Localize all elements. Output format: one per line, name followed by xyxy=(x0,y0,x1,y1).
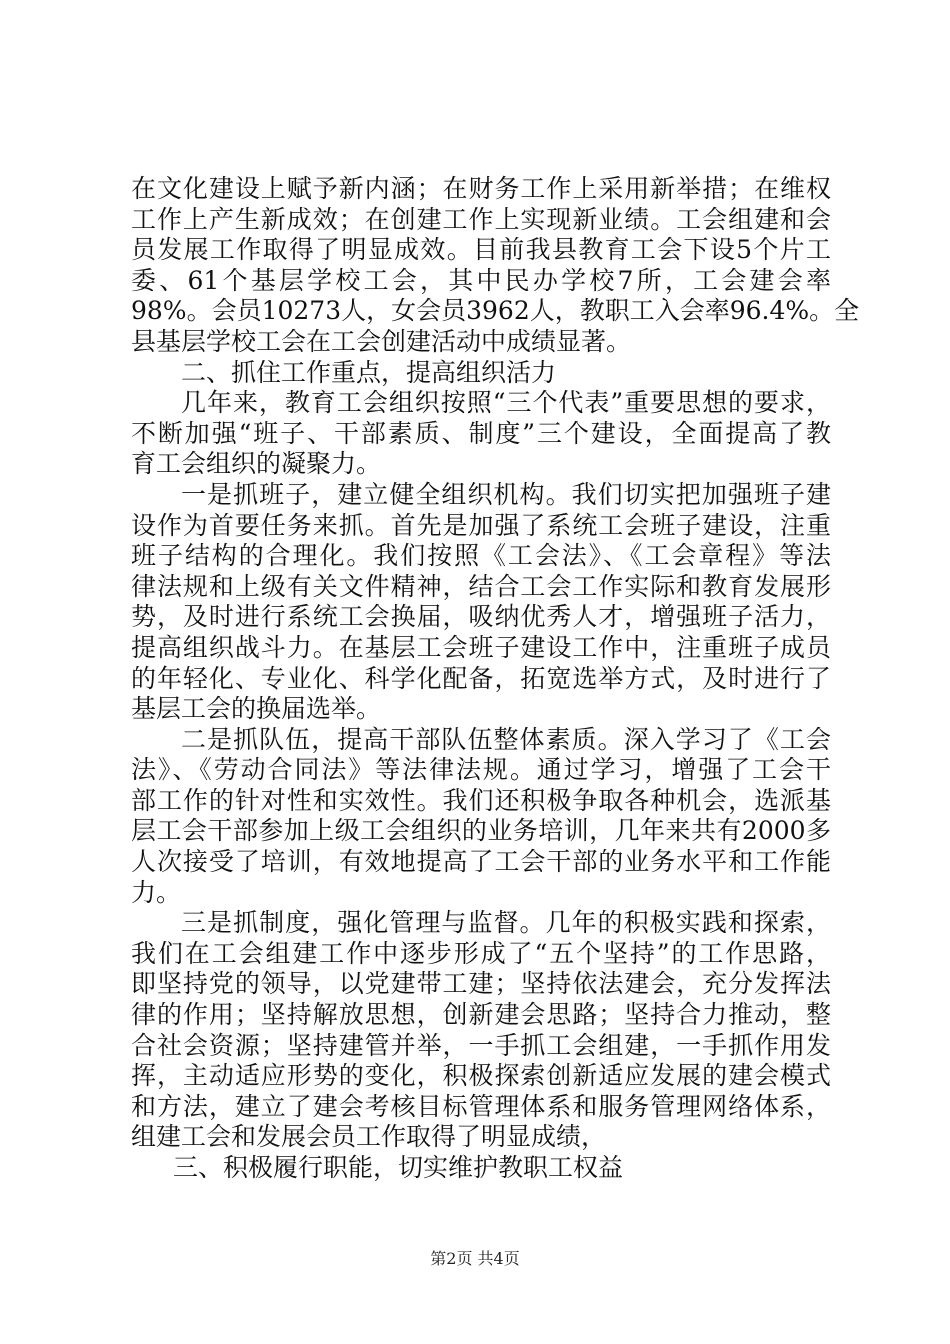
text-line: 势，及时进行系统工会换届，吸纳优秀人才，增强班子活力， xyxy=(131,602,831,632)
text-line: 县基层学校工会在工会创建活动中成绩显著。 xyxy=(131,326,632,356)
text-line: 合社会资源；坚持建管并举，一手抓工会组建，一手抓作用发 xyxy=(131,1030,831,1060)
text-line: 即坚持党的领导，以党建带工建；坚持依法建会，充分发挥法 xyxy=(131,969,831,999)
text-line: 律法规和上级有关文件精神，结合工会工作实际和教育发展形 xyxy=(131,571,831,601)
text-line: 不断加强“班子、干部素质、制度”三个建设，全面提高了教 xyxy=(131,418,831,448)
text-line: 层工会干部参加上级工会组织的业务培训，几年来共有2000多 xyxy=(131,816,831,846)
text-line: 部工作的针对性和实效性。我们还积极争取各种机会，选派基 xyxy=(131,785,831,815)
text-line: 的年轻化、专业化、科学化配备，拓宽选举方式，及时进行了 xyxy=(131,663,831,693)
text-line: 人次接受了培训，有效地提高了工会干部的业务水平和工作能 xyxy=(131,847,831,877)
text-line: 法》、《劳动合同法》等法律法规。通过学习，增强了工会干 xyxy=(131,755,831,785)
text-line: 98%。会员10273人，女会员3962人，教职工入会率96.4%。全 xyxy=(131,296,860,326)
text-line: 提高组织战斗力。在基层工会班子建设工作中，注重班子成员 xyxy=(131,632,831,662)
text-line: 育工会组织的凝聚力。 xyxy=(131,449,382,479)
paragraph-first-line: 一是抓班子，建立健全组织机构。我们切实把加强班子建 xyxy=(181,479,831,509)
section-heading: 二、抓住工作重点，提高组织活力 xyxy=(181,357,557,387)
paragraph-first-line: 二是抓队伍，提高干部队伍整体素质。深入学习了《工会 xyxy=(181,724,831,754)
text-line: 力。 xyxy=(131,877,182,907)
text-line: 律的作用；坚持解放思想，创新建会思路；坚持合力推动，整 xyxy=(131,1000,831,1030)
text-line: 我们在工会组建工作中逐步形成了“五个坚持”的工作思路， xyxy=(131,938,831,968)
section-heading: 三、积极履行职能，切实维护教职工权益 xyxy=(173,1153,624,1182)
text-line: 委、61个基层学校工会，其中民办学校7所，工会建会率 xyxy=(131,265,831,295)
text-line: 和方法，建立了建会考核目标管理体系和服务管理网络体系， xyxy=(131,1091,831,1121)
text-line: 员发展工作取得了明显成效。目前我县教育工会下设5个片工 xyxy=(131,235,831,265)
text-line: 基层工会的换届选举。 xyxy=(131,694,382,724)
text-line: 工作上产生新成效；在创建工作上实现新业绩。工会组建和会 xyxy=(131,204,831,234)
text-line: 设作为首要任务来抓。首先是加强了系统工会班子建设，注重 xyxy=(131,510,831,540)
paragraph-first-line: 三是抓制度，强化管理与监督。几年的积极实践和探索， xyxy=(181,908,831,938)
paragraph-first-line: 几年来，教育工会组织按照“三个代表”重要思想的要求， xyxy=(181,388,831,418)
text-line: 在文化建设上赋予新内涵；在财务工作上采用新举措；在维权 xyxy=(131,174,831,203)
page-number-footer: 第2页 共4页 xyxy=(430,1249,520,1268)
document-body xyxy=(131,174,860,1184)
text-line: 组建工会和发展会员工作取得了明显成绩， xyxy=(131,1122,607,1152)
text-line: 挥，主动适应形势的变化，积极探索创新适应发展的建会模式 xyxy=(131,1061,831,1091)
text-line: 班子结构的合理化。我们按照《工会法》、《工会章程》等法 xyxy=(131,541,831,571)
